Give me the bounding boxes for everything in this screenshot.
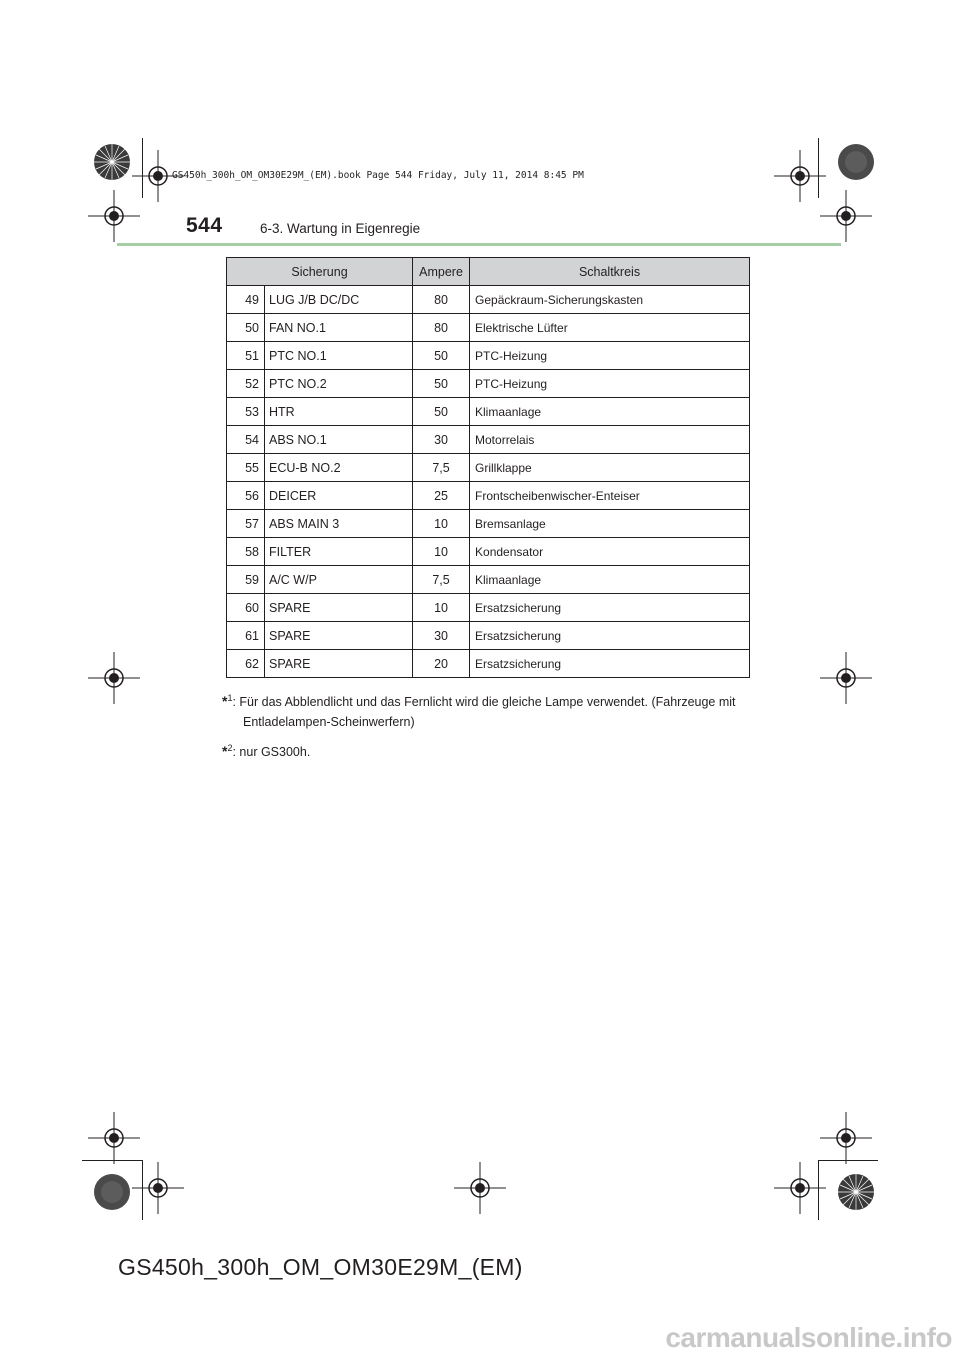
table-row	[227, 566, 750, 594]
header-fuse: Sicherung	[227, 258, 413, 286]
fuse-ampere: 20	[413, 650, 470, 678]
fuse-circuit: Bremsanlage	[470, 510, 750, 538]
fuse-name: PTC NO.1	[265, 342, 413, 370]
footnote-1	[222, 688, 736, 732]
fuse-name: SPARE	[265, 594, 413, 622]
fuse-circuit: PTC-Heizung	[470, 370, 750, 398]
fuse-name: HTR	[265, 398, 413, 426]
header-circuit: Schaltkreis	[470, 258, 750, 286]
footnote-number: 2	[227, 743, 233, 753]
fuse-circuit: Gepäckraum-Sicherungskasten	[470, 286, 750, 314]
table-row	[227, 454, 750, 482]
fuse-number: 57	[227, 510, 265, 538]
crosshair-mark-left-lower	[88, 1112, 140, 1164]
footnote-number: 1	[227, 693, 233, 703]
crop-line	[142, 138, 143, 198]
fuse-name: PTC NO.2	[265, 370, 413, 398]
starburst-mark-top-left	[92, 142, 132, 182]
fuse-ampere: 7,5	[413, 566, 470, 594]
fuse-number: 52	[227, 370, 265, 398]
crosshair-mark-left-middle	[88, 652, 140, 704]
footnote-text: : Für das Abblendlicht und das Fernlicht wird die gleiche Lampe verwendet. (Fahrzeuge mit	[232, 695, 736, 710]
crosshair-mark-bottom-center	[454, 1162, 506, 1214]
fuse-number: 54	[227, 426, 265, 454]
crosshair-mark-left-upper	[88, 190, 140, 242]
fuse-ampere: 50	[413, 342, 470, 370]
fuse-ampere: 80	[413, 314, 470, 342]
fuse-ampere: 30	[413, 622, 470, 650]
header-rule	[117, 243, 841, 246]
fuse-circuit: Elektrische Lüfter	[470, 314, 750, 342]
fuse-ampere: 10	[413, 510, 470, 538]
fuse-name: LUG J/B DC/DC	[265, 286, 413, 314]
fuse-circuit: Klimaanlage	[470, 398, 750, 426]
fuse-ampere: 80	[413, 286, 470, 314]
fuse-circuit: Klimaanlage	[470, 566, 750, 594]
fuse-ampere: 50	[413, 370, 470, 398]
crosshair-mark-right-lower	[820, 1112, 872, 1164]
fuse-number: 61	[227, 622, 265, 650]
fuse-name: SPARE	[265, 622, 413, 650]
crop-line	[818, 1160, 878, 1161]
fuse-ampere: 25	[413, 482, 470, 510]
fuse-table	[226, 257, 750, 678]
table-row	[227, 482, 750, 510]
fuse-number: 50	[227, 314, 265, 342]
header-ampere: Ampere	[413, 258, 470, 286]
fuse-ampere: 10	[413, 538, 470, 566]
fuse-number: 60	[227, 594, 265, 622]
table-row	[227, 622, 750, 650]
fuse-ampere: 30	[413, 426, 470, 454]
document-code: GS450h_300h_OM_OM30E29M_(EM)	[118, 1254, 523, 1280]
fuse-circuit: Kondensator	[470, 538, 750, 566]
fuse-circuit: Ersatzsicherung	[470, 650, 750, 678]
table-row	[227, 398, 750, 426]
fuse-name: FILTER	[265, 538, 413, 566]
table-row	[227, 650, 750, 678]
fuse-name: A/C W/P	[265, 566, 413, 594]
fuse-circuit: Ersatzsicherung	[470, 594, 750, 622]
table-row	[227, 426, 750, 454]
table-row	[227, 370, 750, 398]
fuse-number: 59	[227, 566, 265, 594]
fuse-ampere: 50	[413, 398, 470, 426]
crop-line	[818, 138, 819, 198]
fuse-circuit: Frontscheibenwischer-Enteiser	[470, 482, 750, 510]
footnote-marker: *	[222, 693, 228, 710]
fuse-circuit: Grillklappe	[470, 454, 750, 482]
page-number: 544	[186, 214, 223, 237]
crop-line	[818, 1160, 819, 1220]
crop-line	[82, 1160, 142, 1161]
table-row	[227, 510, 750, 538]
fuse-circuit: Motorrelais	[470, 426, 750, 454]
fuse-name: ECU-B NO.2	[265, 454, 413, 482]
table-row	[227, 594, 750, 622]
watermark: carmanualsonline.info	[665, 1322, 952, 1353]
section-title: 6-3. Wartung in Eigenregie	[260, 221, 421, 236]
footnote-text: : nur GS300h.	[232, 745, 311, 760]
fuse-number: 56	[227, 482, 265, 510]
fuse-ampere: 7,5	[413, 454, 470, 482]
starburst-mark-bottom-right	[836, 1172, 876, 1212]
footnote-text-continued: Entladelampen-Scheinwerfern)	[243, 715, 415, 730]
crosshair-mark-right-upper	[820, 190, 872, 242]
fuse-number: 53	[227, 398, 265, 426]
fuse-name: DEICER	[265, 482, 413, 510]
gray-target-top-right	[836, 142, 876, 182]
footnote-marker: *	[222, 743, 228, 760]
crosshair-mark-bottom-left	[132, 1162, 184, 1214]
table-row	[227, 342, 750, 370]
table-header-row	[227, 258, 750, 286]
fuse-name: SPARE	[265, 650, 413, 678]
fuse-name: ABS MAIN 3	[265, 510, 413, 538]
gray-target-bottom-left	[92, 1172, 132, 1212]
crosshair-mark-right-middle	[820, 652, 872, 704]
table-row	[227, 314, 750, 342]
book-info-line: GS450h_300h_OM_OM30E29M_(EM).book Page 544 Friday, July 11, 2014 8:45 PM	[172, 170, 584, 181]
fuse-name: ABS NO.1	[265, 426, 413, 454]
fuse-number: 49	[227, 286, 265, 314]
table-row	[227, 286, 750, 314]
fuse-number: 62	[227, 650, 265, 678]
fuse-name: FAN NO.1	[265, 314, 413, 342]
fuse-ampere: 10	[413, 594, 470, 622]
fuse-number: 55	[227, 454, 265, 482]
footnote-2	[222, 738, 310, 762]
table-row	[227, 538, 750, 566]
crop-line	[142, 1160, 143, 1220]
fuse-circuit: PTC-Heizung	[470, 342, 750, 370]
fuse-circuit: Ersatzsicherung	[470, 622, 750, 650]
fuse-number: 58	[227, 538, 265, 566]
fuse-number: 51	[227, 342, 265, 370]
